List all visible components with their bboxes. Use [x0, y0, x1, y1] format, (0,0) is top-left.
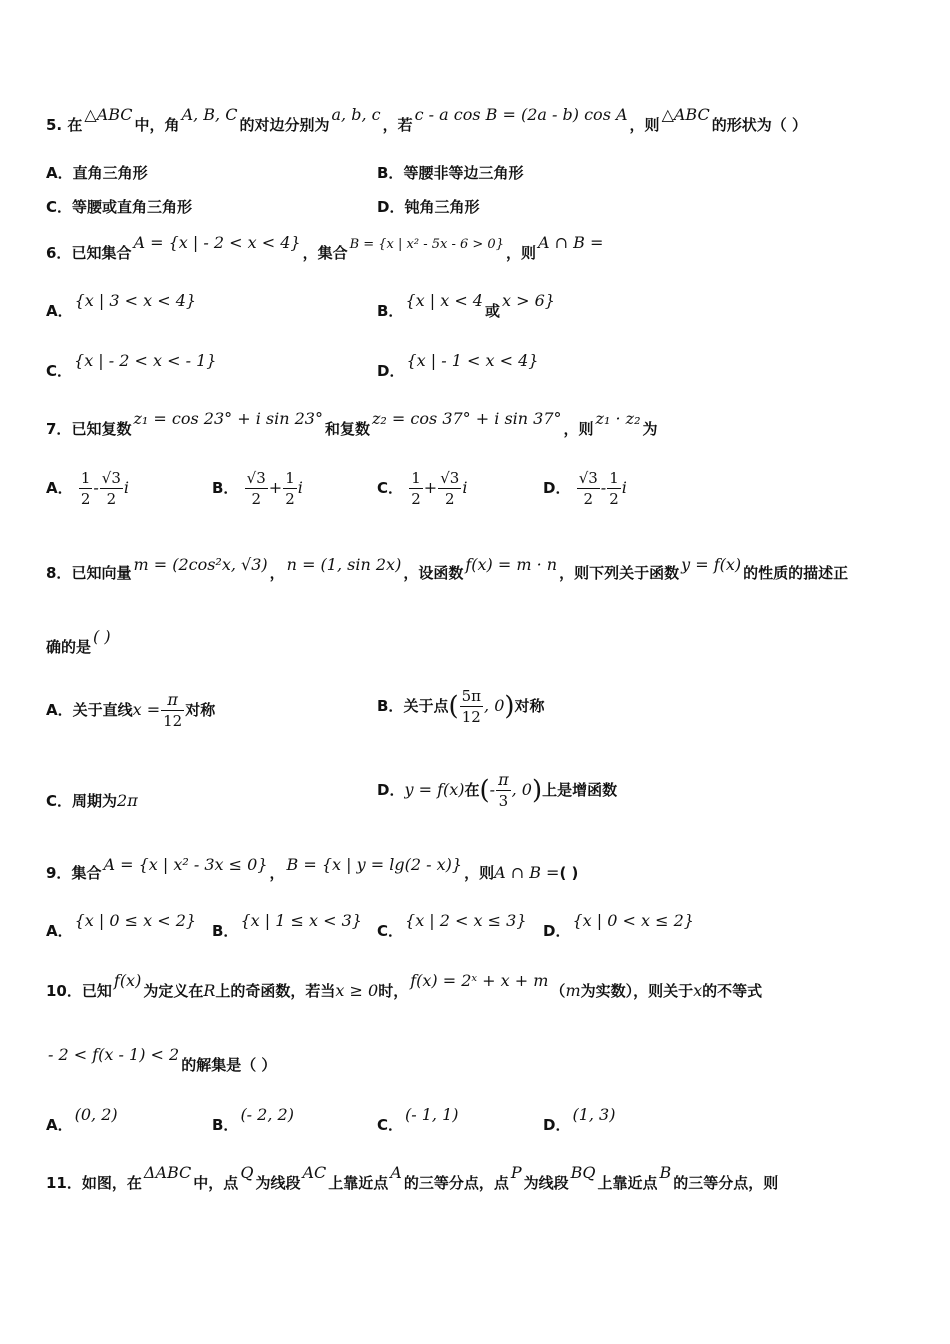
option-d[interactable]: D．(1, 3)	[543, 1105, 616, 1134]
question-number: 6．	[46, 244, 72, 262]
math-expression: x > 6}	[502, 291, 555, 310]
question-6-stem: 6．已知集合A = {x | - 2 < x < 4}，集合 B = {x | x² - 5x - 6 > 0} ，则A ∩ B =	[46, 233, 604, 262]
math-expression: {x | 3 < x < 4}	[74, 291, 197, 310]
option-b[interactable]: B．{x | 1 ≤ x < 3}	[212, 911, 362, 940]
math-expression: △ABC	[661, 105, 710, 124]
option-d[interactable]: D．钝角三角形	[377, 198, 480, 216]
math-expression: y = f(x)	[681, 555, 742, 574]
math-expression: (- 2, 2)	[240, 1105, 294, 1124]
math-expression: f(x) = m · n	[465, 555, 558, 574]
question-number: 9．	[46, 864, 72, 882]
option-d[interactable]: D． $\frac{√3}{2}$ - $\frac{1}{2}$ i	[543, 469, 627, 508]
math-expression: z₂ = cos 37° + i sin 37°	[372, 409, 562, 428]
question-number: 8．	[46, 564, 72, 582]
math-expression: {x | - 1 < x < 4}	[406, 351, 539, 370]
math-expression: B = {x | x² - 5x - 6 > 0}	[349, 237, 504, 252]
option-a[interactable]: A．关于直线x = $\frac{\pi}{12}$ 对称	[46, 690, 216, 730]
answer-parentheses: ( )	[93, 627, 111, 646]
question-8-stem: 8．已知向量 m = (2cos²x, √3) ， n = (1, sin 2x) ，设函数 f(x) = m · n ，则下列关于函数 y = f(x) 的性质的描述正	[46, 555, 849, 582]
fraction: $\frac{√3}{2}$	[246, 469, 266, 508]
option-a[interactable]: A．直角三角形	[46, 164, 148, 182]
math-expression: Q	[240, 1163, 254, 1182]
math-expression: x ≥ 0	[335, 981, 379, 1000]
math-expression: A ∩ B =	[537, 233, 604, 252]
question-number: 11．	[46, 1174, 82, 1192]
math-expression: {x | 0 < x ≤ 2}	[572, 911, 694, 930]
option-b[interactable]: B．等腰非等边三角形	[377, 164, 524, 182]
option-d[interactable]: D．{x | 0 < x ≤ 2}	[543, 911, 694, 940]
math-expression: (0, 2)	[74, 1105, 118, 1124]
math-expression: R	[203, 981, 216, 1000]
fraction: $\frac{1}{2}$	[609, 469, 619, 508]
fraction: $\frac{1}{2}$	[285, 469, 295, 508]
question-10-stem: 10．已知f(x)为定义在R上的奇函数，若当x ≥ 0时，f(x) = 2ˣ + x + m（m为实数），则关于x的不等式	[46, 971, 763, 1000]
fraction: $\frac{\pi}{3}$	[498, 770, 509, 810]
option-a[interactable]: A．{x | 3 < x < 4}	[46, 291, 197, 320]
math-expression: AC	[302, 1163, 327, 1182]
option-b[interactable]: B．(- 2, 2)	[212, 1105, 294, 1134]
math-expression: A = {x | x² - 3x ≤ 0}	[103, 855, 268, 874]
option-a[interactable]: A．(0, 2)	[46, 1105, 118, 1134]
option-b[interactable]: B．关于点( $\frac{5\pi}{12}$ , 0)对称	[377, 687, 545, 726]
option-b[interactable]: B． $\frac{√3}{2}$ + $\frac{1}{2}$ i	[212, 469, 303, 508]
question-number: 5.	[46, 116, 63, 134]
math-expression: x	[693, 981, 703, 1000]
option-c[interactable]: C．{x | 2 < x ≤ 3}	[377, 911, 527, 940]
option-d[interactable]: D．{x | - 1 < x < 4}	[377, 351, 539, 380]
math-expression: y = f(x)	[404, 780, 465, 799]
option-b[interactable]: B．{x | x < 4或x > 6}	[377, 291, 555, 320]
fraction: $\frac{√3}{2}$	[578, 469, 598, 508]
math-expression: f(x)	[113, 971, 142, 990]
math-expression: {x | - 2 < x < - 1}	[74, 351, 217, 370]
option-d[interactable]: D．y = f(x)在(- $\frac{\pi}{3}$ , 0)上是增函数	[377, 770, 618, 810]
math-expression: BQ	[570, 1163, 596, 1182]
question-number: 7．	[46, 420, 72, 438]
option-c[interactable]: C． $\frac{1}{2}$ + $\frac{√3}{2}$ i	[377, 469, 468, 508]
question-10-stem-line2: - 2 < f(x - 1) < 2的解集是（ ）	[48, 1045, 277, 1074]
math-expression: A	[390, 1163, 402, 1182]
question-5-stem: 5. 在△ABC中，角A, B, C的对边分别为a, b, c，若c - a cos B = (2a - b) cos A，则△ABC的形状为（ ）	[46, 105, 807, 134]
math-expression: A ∩ B =	[494, 863, 560, 882]
math-expression: z₁ · z₂	[595, 409, 641, 428]
fraction: $\frac{1}{2}$	[411, 469, 421, 508]
math-expression: 2π	[117, 791, 138, 810]
math-expression: △ABC	[84, 105, 133, 124]
question-11-stem: 11．如图，在ΔABC中，点Q为线段AC上靠近点A的三等分点，点P为线段BQ上靠近点B的三等分点，则	[46, 1163, 779, 1192]
math-expression: z₁ = cos 23° + i sin 23°	[133, 409, 323, 428]
math-expression: {x | 2 < x ≤ 3}	[405, 911, 527, 930]
math-expression: B	[659, 1163, 672, 1182]
math-expression: A, B, C	[181, 105, 238, 124]
option-c[interactable]: C．等腰或直角三角形	[46, 198, 193, 216]
math-expression: m	[565, 981, 581, 1000]
math-expression: B = {x | y = lg(2 - x)}	[286, 855, 463, 874]
option-c[interactable]: C．{x | - 2 < x < - 1}	[46, 351, 217, 380]
question-7-stem: 7．已知复数z₁ = cos 23° + i sin 23°和复数z₂ = cos 37° + i sin 37°，则z₁ · z₂为	[46, 409, 658, 438]
math-expression: {x | 0 ≤ x < 2}	[74, 911, 197, 930]
math-expression: ΔABC	[143, 1163, 192, 1182]
question-9-stem: 9．集合 A = {x | x² - 3x ≤ 0} ， B = {x | y = lg(2 - x)} ，则A ∩ B =( )	[46, 855, 579, 882]
math-expression: {x | x < 4	[405, 291, 483, 310]
math-expression: f(x) = 2ˣ + x + m	[410, 971, 549, 990]
math-expression: c - a cos B = (2a - b) cos A	[414, 105, 628, 124]
math-expression: P	[510, 1163, 522, 1182]
math-expression: (- 1, 1)	[405, 1105, 459, 1124]
option-c[interactable]: C．周期为2π	[46, 791, 138, 810]
question-number: 10．	[46, 982, 82, 1000]
math-expression: n = (1, sin 2x)	[286, 555, 402, 574]
math-expression: A = {x | - 2 < x < 4}	[133, 233, 301, 252]
fraction: $\frac{5\pi}{12}$	[461, 687, 482, 726]
math-expression: (1, 3)	[572, 1105, 616, 1124]
option-c[interactable]: C．(- 1, 1)	[377, 1105, 459, 1134]
math-expression: {x | 1 ≤ x < 3}	[240, 911, 362, 930]
question-8-stem-line2: 确的是( )	[46, 627, 111, 656]
fraction: $\frac{\pi}{12}$	[163, 690, 183, 730]
option-a[interactable]: A．{x | 0 ≤ x < 2}	[46, 911, 197, 940]
fraction: $\frac{1}{2}$	[80, 469, 91, 508]
math-expression: m = (2cos²x, √3)	[133, 555, 268, 574]
fraction: $\frac{√3}{2}$	[101, 469, 121, 508]
option-a[interactable]: A． $\frac{1}{2}$ - $\frac{√3}{2}$ i	[46, 469, 130, 508]
fraction: $\frac{√3}{2}$	[440, 469, 460, 508]
math-expression: - 2 < f(x - 1) < 2	[48, 1045, 180, 1064]
math-expression: a, b, c	[331, 105, 381, 124]
